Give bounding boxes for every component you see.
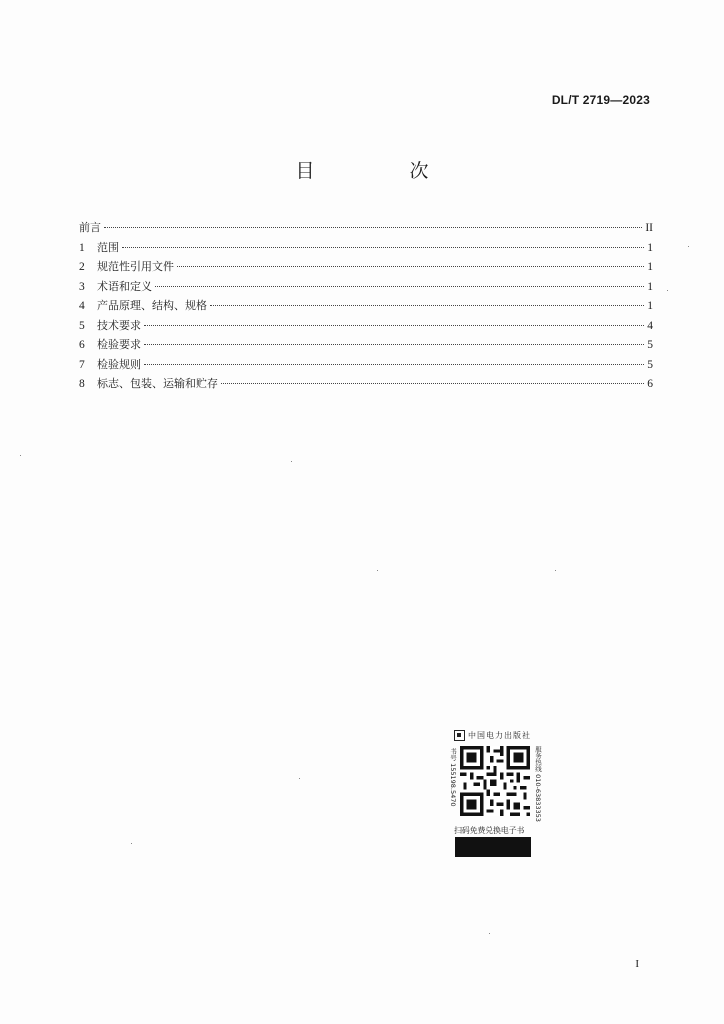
publisher-header — [454, 726, 538, 744]
dot-leader — [144, 364, 644, 365]
isbn-text: 书号 155198.5470 — [449, 748, 457, 807]
toc-entry-page: 4 — [647, 319, 653, 332]
toc-entry[interactable] — [79, 335, 653, 355]
toc-entry-label: 规范性引用文件 — [97, 260, 174, 273]
toc-entry-page: 1 — [647, 300, 653, 312]
publisher-name: 中国电力出版社 — [468, 730, 531, 740]
toc-entry[interactable] — [79, 277, 653, 297]
toc-entry-number: 3 — [79, 280, 85, 293]
publisher-qr-block — [448, 726, 543, 858]
toc-entry-label: 产品原理、结构、规格 — [97, 299, 207, 312]
toc-entry-page: 1 — [647, 280, 653, 293]
dot-leader — [122, 247, 644, 248]
toc-entry-page: 1 — [647, 261, 653, 273]
page-number: I — [635, 958, 639, 970]
dot-leader — [221, 383, 644, 384]
toc-entry[interactable] — [79, 238, 653, 258]
toc-entry-number: 2 — [79, 261, 85, 273]
toc-entry-label: 术语和定义 — [97, 279, 152, 293]
toc-entry[interactable] — [79, 257, 653, 277]
dot-leader — [177, 266, 644, 267]
dot-leader — [155, 286, 644, 287]
dot-leader — [144, 344, 644, 345]
toc-entry-number: 7 — [79, 358, 85, 371]
scan-speck — [667, 290, 668, 291]
toc-entry-label: 检验规则 — [97, 357, 141, 371]
toc-entry[interactable] — [79, 374, 653, 394]
toc-entry-page: 5 — [647, 358, 653, 371]
toc-entry[interactable] — [79, 296, 653, 316]
scan-speck — [131, 843, 132, 844]
scan-speck — [377, 570, 378, 571]
toc-entry-page: II — [645, 222, 653, 234]
toc-entry-label: 技术要求 — [97, 318, 141, 332]
redaction-bar — [455, 837, 531, 857]
dot-leader — [144, 325, 644, 326]
dot-leader — [210, 305, 644, 306]
publisher-logo-icon — [454, 730, 465, 741]
toc-entry-number: 4 — [79, 300, 85, 312]
standard-code: DL/T 2719—2023 — [551, 93, 650, 107]
toc-entry-label: 检验要求 — [97, 338, 141, 351]
toc-entry[interactable] — [79, 316, 653, 336]
toc-entry-label: 范围 — [97, 240, 119, 254]
service-hotline-text: 服务热线 010-63833353 — [534, 746, 542, 822]
toc-title: 目 次 — [295, 160, 467, 182]
qr-code-icon[interactable] — [460, 746, 530, 816]
toc-entry-label: 标志、包装、运输和贮存 — [97, 377, 218, 390]
toc-entry-page: 1 — [647, 241, 653, 254]
toc-entry-page: 5 — [647, 339, 653, 351]
scan-speck — [291, 461, 292, 462]
toc-entry-number: 5 — [79, 319, 85, 332]
toc-entry-number: 6 — [79, 339, 85, 351]
toc-entry-number: 1 — [79, 241, 85, 254]
scan-speck — [688, 246, 689, 247]
toc-entry-label: 前言 — [79, 221, 101, 234]
scan-speck — [299, 778, 300, 779]
toc-entry[interactable] — [79, 355, 653, 375]
scan-speck — [489, 933, 490, 934]
toc-entry[interactable] — [79, 218, 653, 238]
scan-speck — [20, 455, 21, 456]
table-of-contents — [79, 218, 653, 394]
dot-leader — [104, 227, 642, 228]
toc-entry-number: 8 — [79, 378, 85, 390]
toc-entry-page: 6 — [647, 378, 653, 390]
qr-caption: 扫码免费兑换电子书 — [454, 826, 525, 835]
scan-speck — [555, 570, 556, 571]
